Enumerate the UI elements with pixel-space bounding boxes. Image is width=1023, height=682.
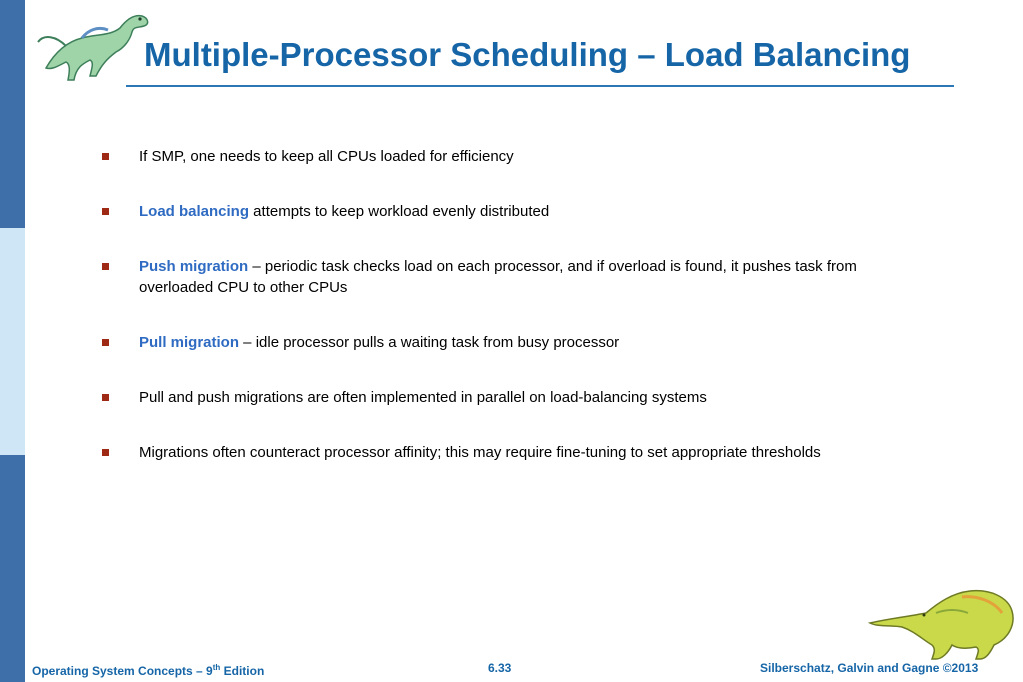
bullet-body: If SMP, one needs to keep all CPUs loaded for efficiency <box>139 148 514 165</box>
bullet-body: – periodic task checks load on each processor, and if overload is found, it pushes task from overloaded CPU to other CPUs <box>139 258 857 296</box>
bullet-body: Migrations often counteract processor affinity; this may require fine-tuning to set appropriate thresholds <box>139 444 821 461</box>
dinosaur-logo-icon <box>866 583 1016 663</box>
square-bullet-icon <box>102 208 109 215</box>
bullet-body: attempts to keep workload evenly distributed <box>249 203 550 220</box>
bullet-body: Pull and push migrations are often implemented in parallel on load-balancing systems <box>139 389 707 406</box>
bullet-term: Pull migration <box>139 334 240 351</box>
square-bullet-icon <box>102 339 109 346</box>
bullet-text <box>139 442 929 463</box>
footer-book-title <box>32 663 264 678</box>
bullet-body: – idle processor pulls a waiting task from busy processor <box>239 334 620 351</box>
bullet-text <box>139 146 929 167</box>
footer-copyright: Silberschatz, Galvin and Gagne ©2013 <box>760 661 979 675</box>
square-bullet-icon <box>102 449 109 456</box>
bullet-text <box>139 387 929 408</box>
footer-edition-text: Edition <box>220 664 265 678</box>
square-bullet-icon <box>102 153 109 160</box>
bullet-text <box>139 256 929 298</box>
square-bullet-icon <box>102 263 109 270</box>
slide-number: 6.33 <box>488 661 512 675</box>
footer-edition-superscript: th <box>212 663 221 672</box>
footer-book-text: Operating System Concepts – 9 <box>32 664 213 678</box>
bullet-term: Load balancing <box>139 203 250 220</box>
square-bullet-icon <box>102 394 109 401</box>
bullet-text <box>139 201 929 222</box>
bullet-term: Push migration <box>139 258 249 275</box>
bullet-text <box>139 332 929 353</box>
page-title: Multiple-Processor Scheduling – Load Balancing <box>144 36 911 73</box>
